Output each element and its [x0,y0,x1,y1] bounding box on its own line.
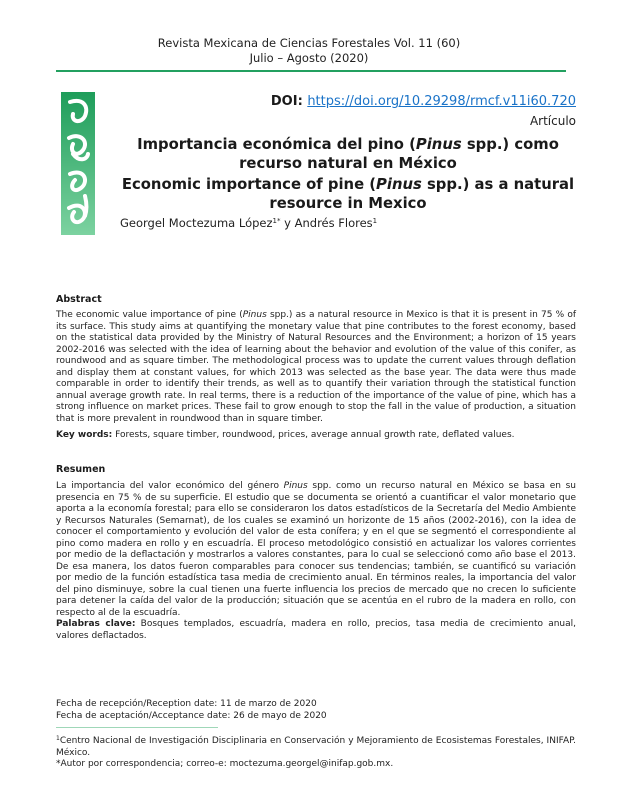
keywords-line [56,430,576,442]
abstract-genus: Pinus [242,310,267,320]
submission-dates [56,698,327,722]
title-es-pre: Importancia económica del pino ( [137,136,416,153]
affiliation-note [56,733,576,759]
resumen-body [56,481,576,619]
doi-link[interactable]: https://doi.org/10.29298/rmcf.v11i60.720 [307,94,576,109]
palabras-clave-line [56,619,576,642]
abstract-body [56,310,576,425]
affiliation-mark: 1 [56,735,60,742]
article-type: Artículo [529,114,576,128]
author-1: Georgel Moctezuma López [120,216,273,230]
doi-label: DOI: [270,94,303,109]
title-english [120,175,576,213]
reception-date: Fecha de recepción/Reception date: 11 de marzo de 2020 [56,699,317,709]
journal-issue: Julio – Agosto (2020) [249,51,369,65]
title-en-post: spp.) as a natural resource in Mexico [269,176,575,212]
abstract-pre: The economic value importance of pine ( [56,310,243,320]
title-es-genus: Pinus [415,136,462,153]
author-list [120,216,377,230]
header-divider [56,70,566,72]
doi-line [271,94,576,109]
keywords-list: Forests, square timber, roundwood, prices, average annual growth rate, deflated values. [112,430,515,440]
acceptance-date: Fecha de aceptación/Acceptance date: 26 de mayo de 2020 [56,711,327,721]
abstract-post: spp.) as a natural resource in Mexico is that it is present in 75 % of its surface. This study aims at quantifying the monetary value that pine contributes to the forest economy, based on the statistical data provided by the Ministry of Natural Resources and the Environment; a horizon of 15 years 2002-2016 was selected with the idea of learning about the behavior and evolution of the value of this conifer, as roundwood and as square timber. The methodological process was to update the current values through deflation and display them at constant values, for which 2013 was selected as the base year. The data were thus made comparable in order to identify their trends, as well as to quantify their variation through the statistical function annual average growth rate. In real terms, there is a reduction of the importance of the value of pine, which has a strong influence on market prices. These fail to grow enough to stop the fall in the value of production, a situation that is more prevalent in roundwood than in square timber. [56,310,577,424]
author-1-mark: 1* [272,217,281,225]
title-en-genus: Pinus [376,176,422,193]
title-en-pre: Economic importance of pine ( [121,176,377,193]
resumen-genus: Pinus [283,481,308,491]
author-2: Andrés Flores [294,216,373,230]
author-connector: y [280,216,295,230]
resumen-post: spp. como un recurso natural en México se basa en su presencia en 75 % de su superficie. El estudio que se documenta se orientó a cuantificar el valor monetario que aporta a la economía forestal; para ello se consideraron los datos estadísticos de la Secretaría del Medio Ambiente y Recursos Naturales (Semarnat), de los cuales se examinó un horizonte de 15 años (2002-2016), con la idea de conocer el comportamiento y evolución del valor de esta conífera; y en el que se segmentó el correspondiente al pino como madera en rollo y en escuadría. El proceso metodológico consistió en actualizar los valores corrientes por medio de la deflactación y mostrarlos a valores constantes, para lo cual se seleccionó como año base el 2013. De esa manera, los datos fueron comparables para conocer sus tendencias; también, se cuantificó su variación por medio de la función estadística tasa media de crecimiento anual. En términos reales, la importancia del valor del pino disminuye, sobre la cual tienen una fuerte influencia los precios de mercado que no crecen lo suficiente para detener la caída del valor de la producción; situación que se acentúa en el rubro de la madera en rollo, con respecto al de la escuadría. [56,481,577,618]
journal-name: Revista Mexicana de Ciencias Forestales Vol. 11 (60) [157,36,461,50]
keywords-label: Key words: [56,430,113,440]
title-spanish [120,135,576,173]
resumen-pre: La importancia del valor económico del género [56,481,284,491]
palabras-clave-label: Palabras clave: [56,619,136,629]
corresponding-note: *Autor por correspondencia; correo-e: moctezuma.georgel@inifap.gob.mx. [56,759,394,769]
journal-logo-icon [61,92,95,235]
footnotes [56,733,576,771]
author-2-mark: 1 [372,217,378,225]
journal-header [0,36,618,66]
resumen-heading: Resumen [56,464,106,475]
palabras-clave-list: Bosques templados, escuadría, madera en rollo, precios, tasa media de crecimiento anual, valores deflactados. [56,619,576,641]
title-es-post: spp.) como recurso natural en México [239,136,559,172]
abstract-heading: Abstract [56,294,102,305]
footnote-divider [56,727,218,728]
affiliation-text: Centro Nacional de Investigación Disciplinaria en Conservación y Mejoramiento de Ecosistemas Forestales, INIFAP. México. [56,736,576,758]
